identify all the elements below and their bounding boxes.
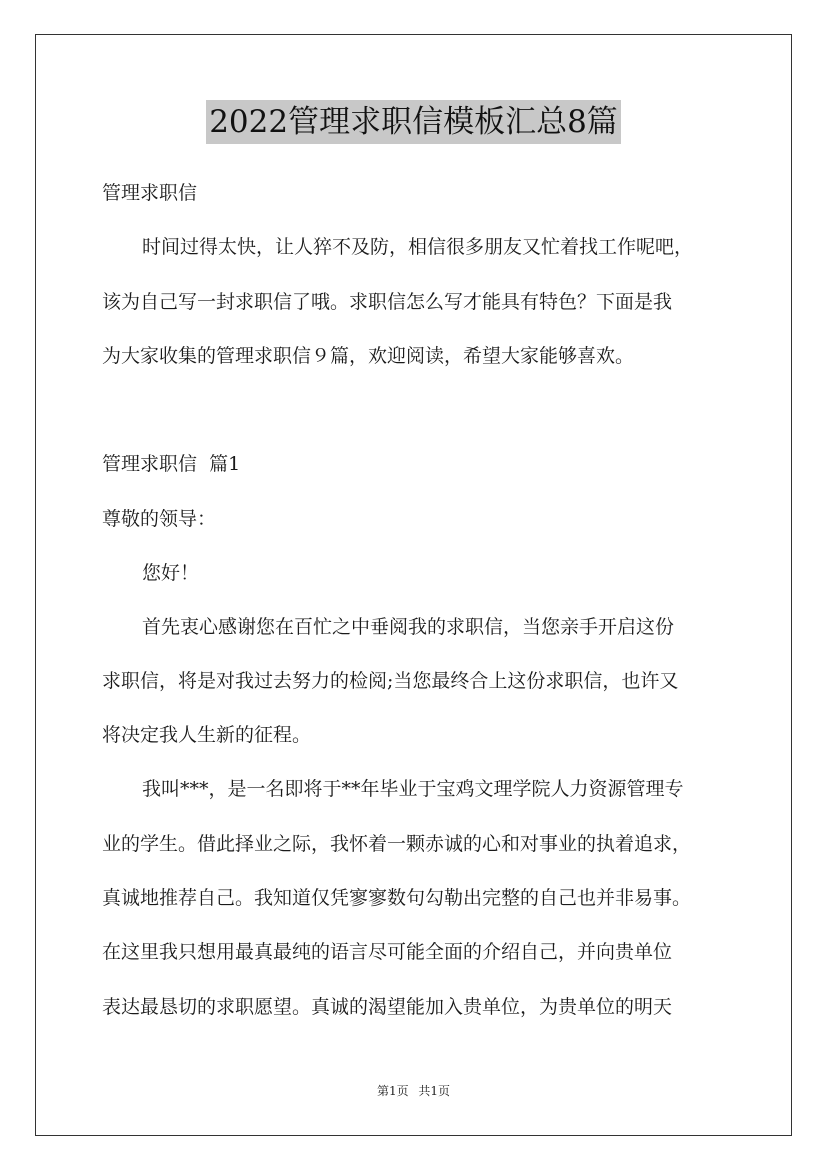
title-container — [0, 100, 827, 144]
para2-line-2: 业的学生。借此择业之际，我怀着一颗赤诚的心和对事业的执着追求， — [102, 833, 692, 855]
salutation: 尊敬的领导： — [102, 508, 217, 530]
para1-line-1: 首先衷心感谢您在百忙之中垂阅我的求职信，当您亲手开启这份 — [142, 616, 675, 638]
page-number-total: 共1页 — [418, 1084, 451, 1098]
para2-line-3: 真诚地推荐自己。我知道仅凭寥寥数句勾勒出完整的自己也并非易事。 — [102, 887, 692, 909]
page-number-current: 第1页 — [376, 1084, 409, 1098]
para1-line-2: 求职信，将是对我过去努力的检阅;当您最终合上这份求职信，也许又 — [102, 670, 679, 692]
greeting: 您好！ — [142, 562, 200, 584]
intro-line-2: 该为自己写一封求职信了哦。求职信怎么写才能具有特色？下面是我 — [102, 291, 673, 313]
heading-manage-letter: 管理求职信 — [102, 182, 198, 204]
para1-line-3: 将决定我人生新的征程。 — [102, 724, 312, 746]
intro-line-3: 为大家收集的管理求职信９篇，欢迎阅读，希望大家能够喜欢。 — [102, 345, 635, 367]
intro-line-1: 时间过得太快，让人猝不及防，相信很多朋友又忙着找工作呢吧， — [142, 236, 694, 258]
para2-line-1: 我叫***，是一名即将于**年毕业于宝鸡文理学院人力资源管理专 — [142, 778, 684, 800]
page-footer — [0, 1083, 827, 1099]
para2-line-5: 表达最恳切的求职愿望。真诚的渴望能加入贵单位，为贵单位的明天 — [102, 996, 673, 1018]
document-title: 2022管理求职信模板汇总8篇 — [206, 100, 621, 144]
section-heading: 管理求职信 篇1 — [102, 453, 241, 475]
para2-line-4: 在这里我只想用最真最纯的语言尽可能全面的介绍自己，并向贵单位 — [102, 941, 673, 963]
